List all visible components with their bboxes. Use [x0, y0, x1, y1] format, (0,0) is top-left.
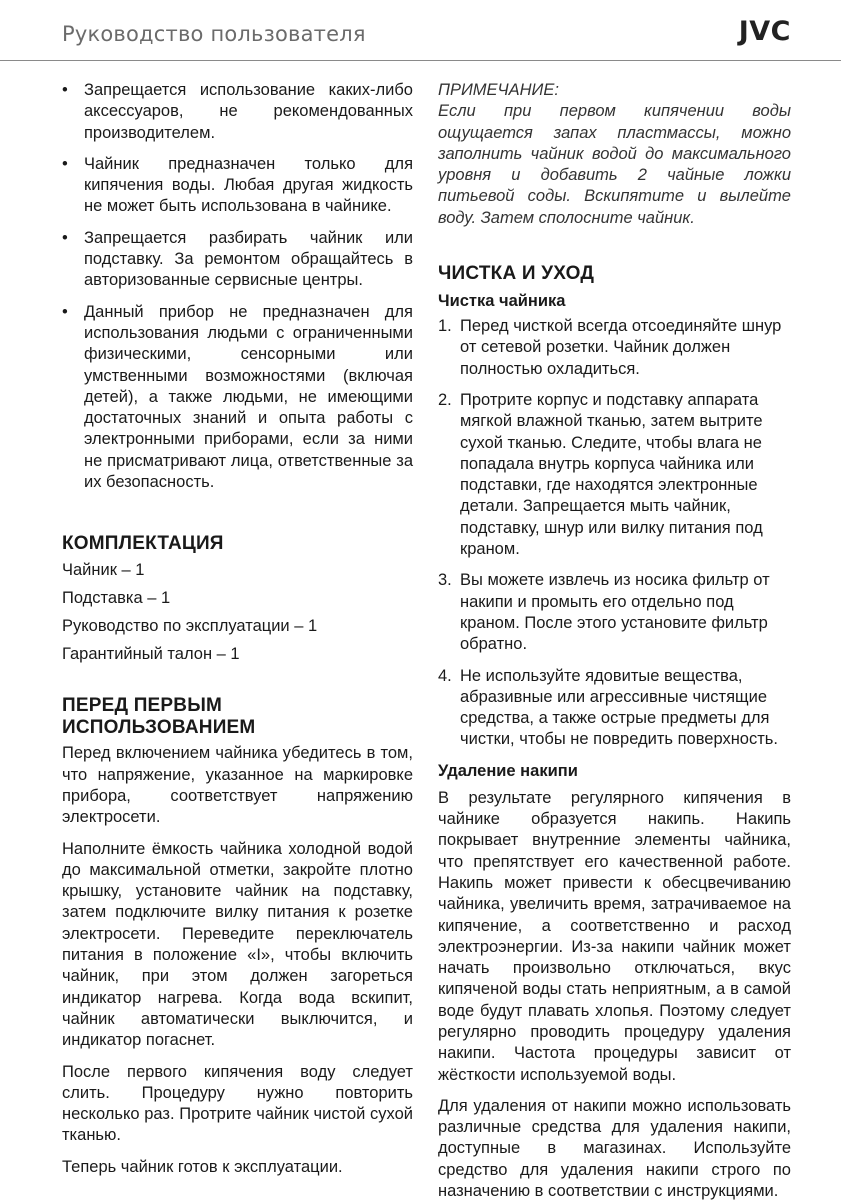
safety-bullet-list: [62, 80, 413, 493]
step-text: Вы можете извлечь из носика фильтр от накипи и промыть его отдельно под краном. После этого установите фильтр обратно.: [460, 571, 770, 654]
cleaning-step: [438, 316, 791, 380]
step-number: 1.: [438, 317, 452, 336]
descale-paragraph: Для удаления от накипи можно использовать различные средства для удаления накипи, доступные в магазинах. Используйте средство для удаления накипи строго по назначению в соответствии с инструкциями.: [438, 1096, 791, 1201]
jvc-logo: JVC: [738, 16, 791, 47]
descale-subheading: Удаление накипи: [438, 761, 578, 780]
kit-item: Подставка – 1: [62, 589, 171, 608]
care-heading: ЧИСТКА И УХОД: [438, 263, 595, 285]
step-number: 3.: [438, 571, 452, 590]
cleaning-step: [438, 390, 791, 560]
step-text: Протрите корпус и подставку аппарата мягкой влажной тканью, затем вытрите сухой тканью. Следите, чтобы влага не попадала внутрь корпуса чайника или подставки, где находятся электронные детали. Запрещается мыть чайник, подставку, шнур или вилку питания под краном.: [460, 390, 763, 559]
first-use-heading-line-2: ИСПОЛЬЗОВАНИЕМ: [62, 717, 256, 739]
kit-item: Гарантийный талон – 1: [62, 645, 240, 664]
cleaning-step: [438, 570, 791, 655]
step-number: 2.: [438, 390, 452, 409]
header-divider: [0, 60, 841, 61]
cleaning-step: [438, 666, 791, 751]
cleaning-subheading: Чистка чайника: [438, 292, 566, 311]
descale-paragraph: В результате регулярного кипячения в чайнике образуется накипь. Накипь покрывает внутренние элементы чайника, что препятствует его качественной работе. Накипь может привести к обесцвечиванию чайника, увеличить время, затрачиваемое на кипячение, а соответственно и расход электроэнергии. Из-за накипи чайник может начать произвольно отключаться, вкус кипяченой воды стать неприятным, а в самой воде будут плавать хлопья. Поэтому следует регулярно проводить процедуру удаления накипи. Частота процедуры зависит от жёсткости используемой воды.: [438, 788, 791, 1084]
safety-bullet: • Данный прибор не предназначен для использования людьми с ограниченными физическими, сенсорными или умственными возможностями (включая детей), а также людьми, не имеющими достаточных знаний и опыта работы с электронными приборами, если за ними не присматривают лица, ответственные за их безопасность.: [62, 302, 413, 494]
first-use-heading-line-1: ПЕРЕД ПЕРВЫМ: [62, 695, 223, 717]
step-text: Перед чисткой всегда отсоединяйте шнур от сетевой розетки. Чайник должен полностью охладиться.: [460, 317, 782, 378]
kit-heading: КОМПЛЕКТАЦИЯ: [62, 533, 224, 555]
left-column: [62, 80, 413, 1178]
note-title: ПРИМЕЧАНИЕ:: [438, 81, 559, 99]
step-number: 4.: [438, 666, 452, 685]
safety-bullet: • Запрещается разбирать чайник или подставку. За ремонтом обращайтесь в авторизованные сервисные центры.: [62, 228, 413, 292]
kit-item: Руководство по эксплуатации – 1: [62, 617, 318, 636]
safety-bullet: • Запрещается использование каких-либо аксессуаров, не рекомендованных производителем.: [62, 80, 413, 144]
first-use-paragraph: Наполните ёмкость чайника холодной водой до максимальной отметки, закройте плотно крышку, установите чайник на подставку, затем подключите вилку питания к розетке электросети. Переведите переключатель питания в положение «I», чтобы включить чайник, при этом должен загореться индикатор нагрева. Когда вода вскипит, чайник автоматически выключится, и индикатор погаснет.: [62, 839, 413, 1050]
first-use-paragraph: Теперь чайник готов к эксплуатации.: [62, 1157, 343, 1176]
note-text: Если при первом кипячении воды ощущается запах пластмассы, можно заполнить чайник водой до максимального уровня и добавить 2 чайные ложки питьевой соды. Вскипятите и вылейте воду. Затем сполосните чайник.: [438, 102, 791, 227]
cleaning-steps-list: [438, 316, 791, 751]
kit-item: Чайник – 1: [62, 561, 145, 580]
page-header: [0, 0, 841, 70]
first-use-paragraph: После первого кипячения воду следует слить. Процедуру нужно повторить несколько раз. Протрите чайник чистой сухой тканью.: [62, 1062, 413, 1145]
right-column: [438, 80, 791, 1202]
header-title: Руководство пользователя: [62, 22, 366, 46]
first-use-paragraph: Перед включением чайника убедитесь в том, что напряжение, указанное на маркировке прибора, соответствует напряжению электросети.: [62, 744, 413, 827]
safety-bullet: • Чайник предназначен только для кипячения воды. Любая другая жидкость не может быть использована в чайнике.: [62, 154, 413, 218]
step-text: Не используйте ядовитые вещества, абразивные или агрессивные чистящие средства, а также острые предметы для чистки, чтобы не повредить поверхность.: [460, 666, 778, 749]
